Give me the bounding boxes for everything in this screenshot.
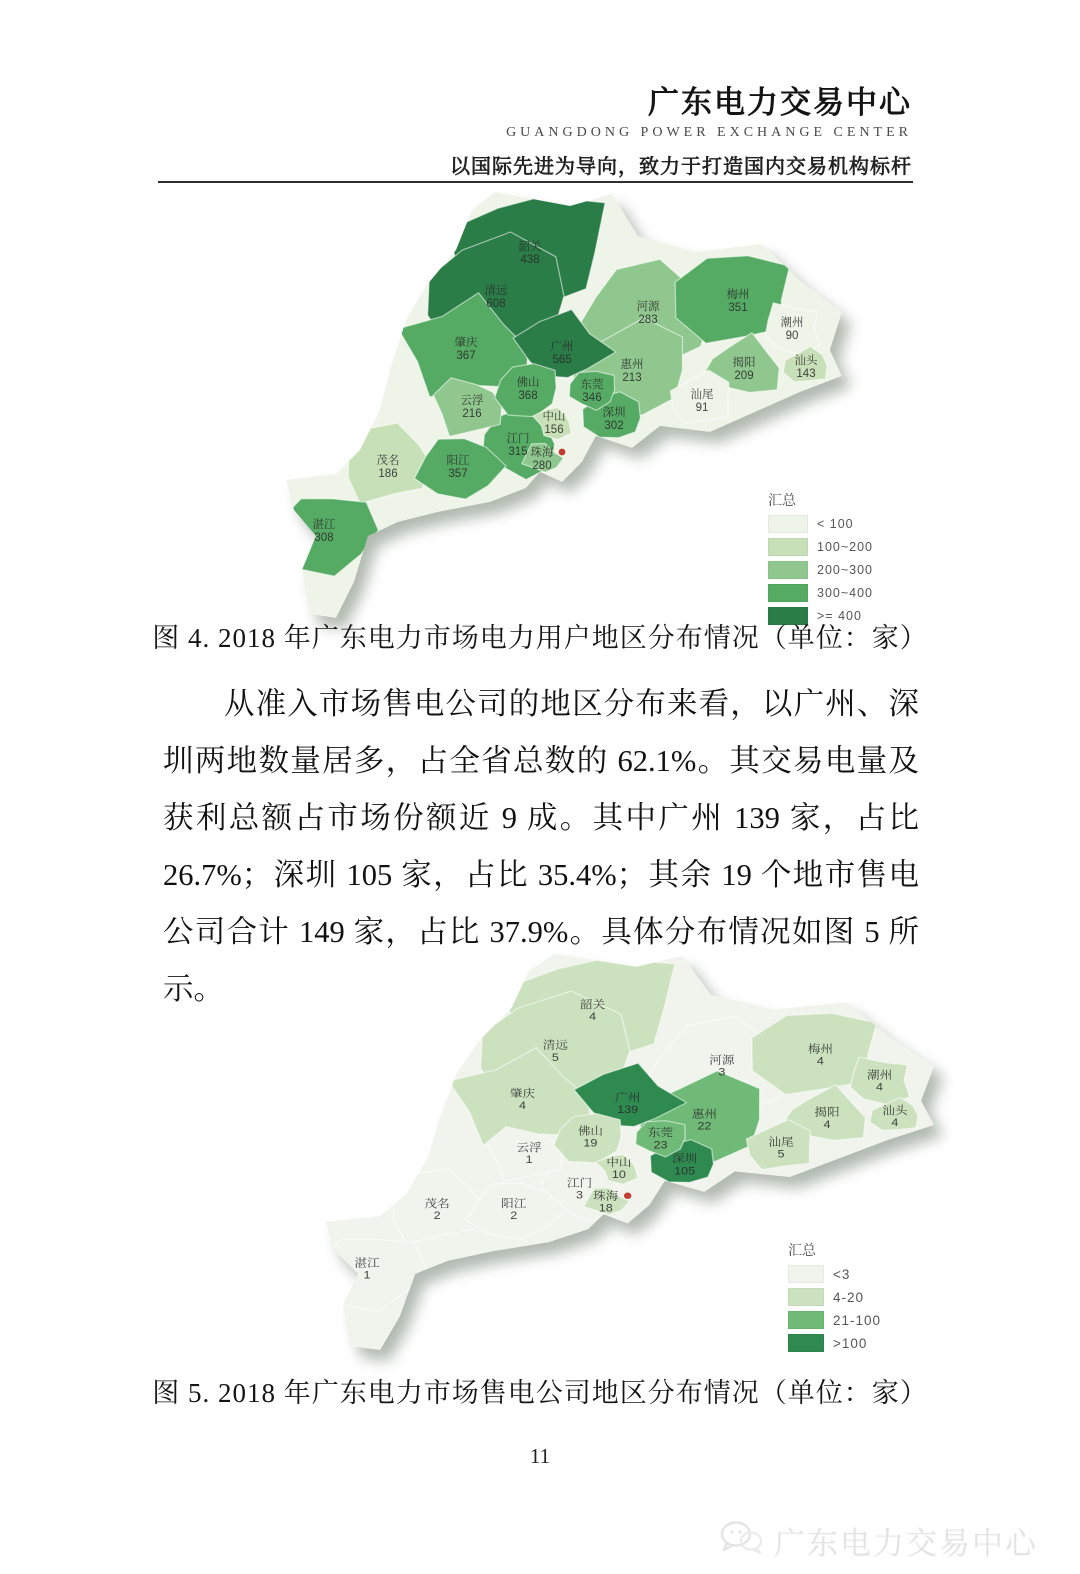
map-label-汕尾: 汕尾 5: [768, 1136, 794, 1161]
legend-item: [788, 1288, 881, 1306]
map-label-茂名: 茂名 186: [376, 455, 400, 480]
map-label-汕头: 汕头 4: [882, 1104, 908, 1129]
red-marker: [624, 1193, 631, 1199]
map-label-深圳: 深圳 302: [602, 407, 626, 432]
legend-label: >= 400: [817, 609, 862, 623]
header-divider: [158, 181, 913, 183]
map-label-广州: 广州 565: [550, 341, 574, 366]
org-name-en: GUANGDONG POWER EXCHANGE CENTER: [506, 125, 912, 141]
legend-item: [788, 1311, 881, 1329]
map-label-潮州: 潮州 90: [780, 317, 804, 342]
map-label-珠海: 珠海 18: [593, 1190, 619, 1215]
map-label-肇庆: 肇庆 367: [454, 337, 478, 362]
map-label-中山: 中山 156: [542, 411, 566, 436]
legend-swatch: [788, 1288, 824, 1306]
map-label-河源: 河源 283: [636, 301, 660, 326]
legend-item: [768, 561, 873, 579]
legend-label: >100: [833, 1335, 868, 1351]
legend-rows: [788, 1265, 881, 1352]
map-label-阳江: 阳江 357: [446, 455, 470, 480]
map-label-惠州: 惠州 22: [691, 1108, 717, 1133]
map-label-梅州: 梅州 351: [726, 289, 750, 314]
watermark: [718, 1518, 1038, 1563]
figure4-caption: 图 4. 2018 年广东电力市场电力用户地区分布情况（单位：家）: [152, 623, 928, 653]
map-label-茂名: 茂名 2: [424, 1197, 450, 1222]
map-label-东莞: 东莞 23: [647, 1127, 674, 1152]
map-label-深圳: 深圳 105: [672, 1153, 698, 1178]
legend-title: 汇总: [768, 492, 796, 508]
legend-item: [788, 1334, 881, 1352]
map-label-云浮: 云浮 216: [460, 395, 484, 420]
legend-label: 200~300: [817, 563, 874, 577]
legend-swatch: [788, 1334, 824, 1352]
map-label-珠海: 珠海 280: [530, 447, 554, 472]
map-label-揭阳: 揭阳 209: [732, 357, 756, 382]
map-label-清远: 清远 5: [542, 1039, 568, 1064]
figure5-legend: [788, 1240, 881, 1357]
legend-title: 汇总: [788, 1242, 816, 1258]
legend-label: <3: [833, 1266, 851, 1282]
legend-swatch: [768, 538, 808, 556]
map-region-湛江: [280, 499, 379, 577]
map-label-汕尾: 汕尾 91: [690, 389, 714, 414]
map-region-湛江: [318, 1239, 426, 1311]
legend-label: 21-100: [833, 1312, 882, 1328]
legend-swatch: [788, 1265, 824, 1283]
map-label-韶关: 韶关 438: [518, 241, 542, 266]
map-label-河源: 河源 3: [709, 1054, 735, 1079]
map-label-肇庆: 肇庆 4: [509, 1087, 536, 1112]
legend-item: [788, 1265, 881, 1283]
wechat-icon: [718, 1519, 764, 1562]
legend-label: 100~200: [817, 540, 874, 554]
map-label-湛江: 湛江 308: [312, 519, 336, 544]
body-paragraph: 从准入市场售电公司的地区分布来看，以广州、深圳两地数量居多，占全省总数的 62.1%。其交易电量及获利总额占市场份额近 9 成。其中广州 139 家，占比 26.7%；深圳 105 家，占比 35.4%；其余 19 个地市售电公司合计 149 家，占比 37.9%。具体分布情况如图 5 所示。: [163, 687, 919, 1006]
map-label-清远: 清远 608: [484, 285, 508, 310]
map-label-梅州: 梅州 4: [807, 1043, 834, 1068]
watermark-text: 广东电力交易中心: [774, 1526, 1038, 1561]
map-label-佛山: 佛山 19: [577, 1125, 604, 1150]
legend-swatch: [768, 584, 808, 602]
map-label-潮州: 潮州 4: [866, 1069, 893, 1094]
legend-rows: [768, 515, 873, 625]
map-label-湛江: 湛江 1: [354, 1257, 380, 1282]
map-label-韶关: 韶关 4: [580, 998, 606, 1023]
map-label-揭阳: 揭阳 4: [814, 1106, 840, 1131]
legend-label: < 100: [817, 517, 854, 531]
legend-label: 300~400: [817, 586, 874, 600]
red-marker: [559, 449, 566, 456]
map-label-中山: 中山 10: [606, 1156, 632, 1181]
map-label-江门: 江门 315: [506, 433, 530, 458]
map-label-广州: 广州 139: [615, 1091, 641, 1116]
legend-label: 4-20: [833, 1289, 865, 1305]
figure4-legend: [768, 490, 873, 630]
map-label-江门: 江门 3: [566, 1177, 593, 1202]
org-name-cn: 广东电力交易中心: [648, 85, 912, 120]
map-label-佛山: 佛山 368: [516, 377, 540, 402]
map-label-汕头: 汕头 143: [794, 355, 818, 380]
map-label-惠州: 惠州 213: [620, 359, 644, 384]
figure5-map-sales-companies: [275, 952, 965, 1352]
page-header: [450, 86, 912, 179]
legend-swatch: [788, 1311, 824, 1329]
legend-item: [768, 584, 873, 602]
page-number: 11: [529, 1444, 551, 1468]
map-label-云浮: 云浮 1: [516, 1141, 542, 1166]
legend-swatch: [768, 561, 808, 579]
legend-item: [768, 538, 873, 556]
figure5-caption: 图 5. 2018 年广东电力市场售电公司地区分布情况（单位：家）: [152, 1378, 928, 1408]
map-label-阳江: 阳江 2: [501, 1197, 527, 1222]
map-label-东莞: 东莞 346: [580, 379, 604, 404]
legend-swatch: [768, 515, 808, 533]
legend-item: [768, 515, 873, 533]
header-tagline: 以国际先进为导向，致力于打造国内交易机构标杆: [450, 156, 912, 179]
figure4-map-power-users: [240, 190, 874, 623]
